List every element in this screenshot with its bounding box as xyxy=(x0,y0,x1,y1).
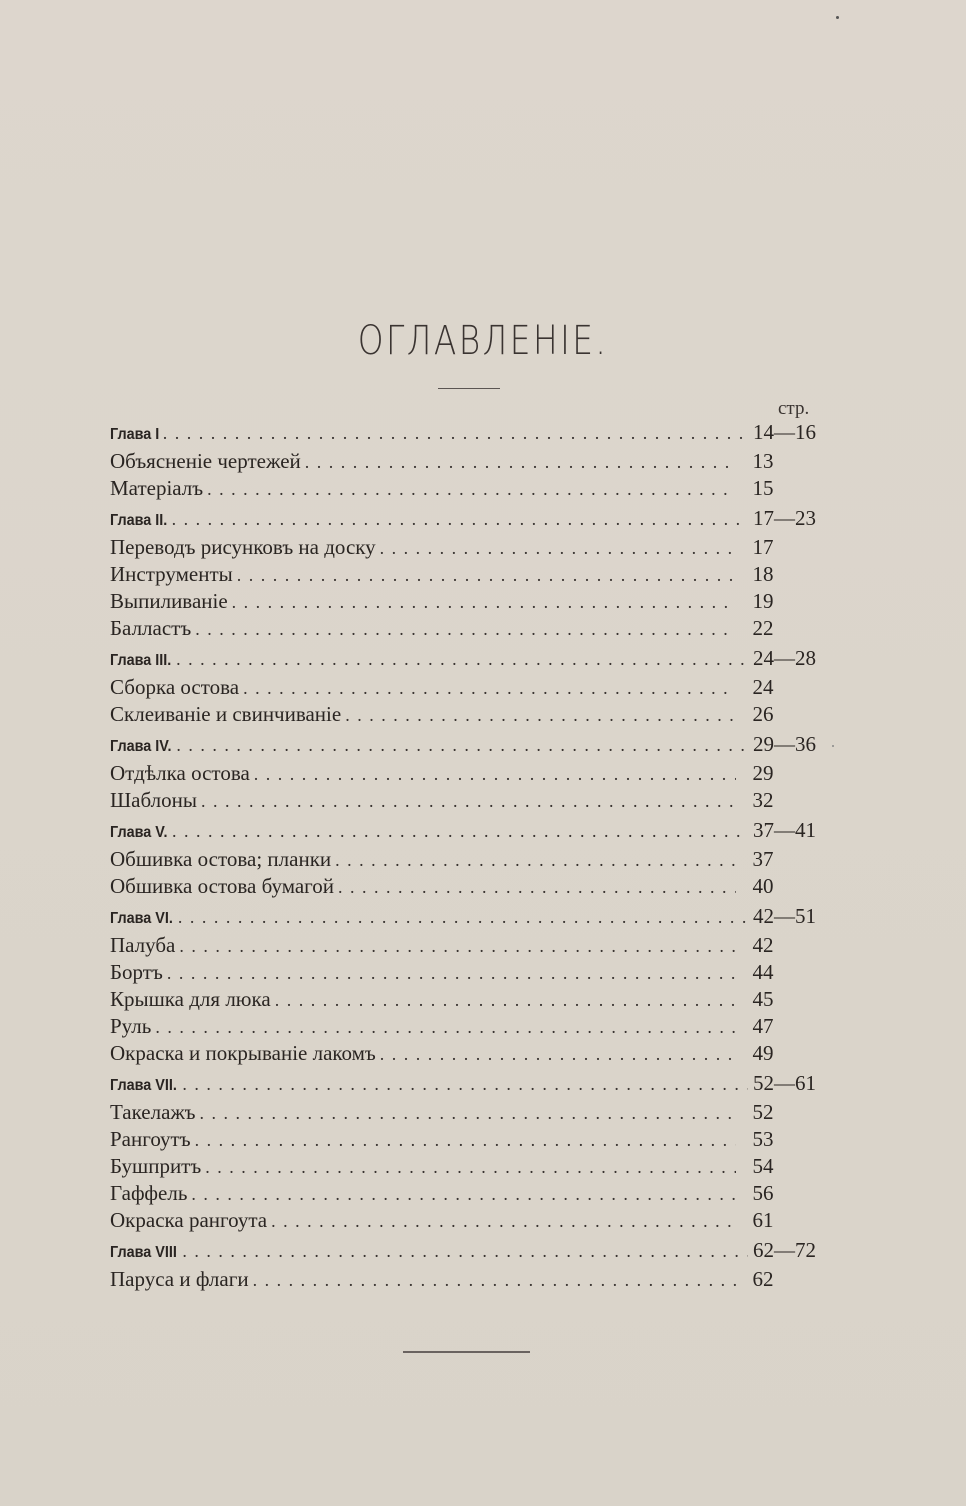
toc-page-range: 14—16 xyxy=(753,420,816,444)
toc-section-row[interactable] xyxy=(110,874,816,901)
toc-page-range: 52—61 xyxy=(753,1071,816,1095)
dot-leader xyxy=(195,1130,736,1151)
dot-leader xyxy=(155,1017,736,1038)
toc-entry-label: Глава V. xyxy=(110,824,168,841)
toc-section-row[interactable] xyxy=(110,1127,816,1154)
dot-leader xyxy=(237,565,736,586)
toc-entry-label: Обшивка остова; планки xyxy=(110,847,332,871)
toc-entry-label: Глава IV. xyxy=(110,738,172,755)
dot-leader xyxy=(205,1157,736,1178)
toc-page-number: 45 xyxy=(752,987,774,1011)
toc-entry-label: Балластъ xyxy=(110,616,192,640)
toc-section-row[interactable] xyxy=(110,1267,816,1294)
toc-entry-label: Крышка для люка xyxy=(110,987,271,1011)
toc-entry-label: Бортъ xyxy=(110,960,163,984)
toc-entry-label: Бушпритъ xyxy=(110,1154,202,1178)
toc-section-row[interactable] xyxy=(110,476,816,503)
toc-entry-label: Сборка остова xyxy=(110,675,240,699)
toc-section-row[interactable] xyxy=(110,1154,816,1181)
toc-chapter-row[interactable] xyxy=(110,1071,816,1100)
toc-entry-label: Руль xyxy=(110,1014,152,1038)
toc-chapter-row[interactable] xyxy=(110,818,816,847)
toc-page-range: 62—72 xyxy=(753,1238,816,1262)
dot-leader xyxy=(338,877,736,898)
toc-page-number: 62 xyxy=(752,1267,774,1291)
toc-section-row[interactable] xyxy=(110,987,816,1014)
title-divider xyxy=(438,388,500,389)
toc-page-number: 52 xyxy=(752,1100,774,1124)
toc-page-number: 26 xyxy=(752,702,774,726)
dot-leader xyxy=(207,479,736,500)
toc-section-row[interactable] xyxy=(110,761,816,788)
toc-entry-label: Паруса и флаги xyxy=(110,1267,249,1291)
toc-page-range: 17—23 xyxy=(753,506,816,530)
toc-page-number: 53 xyxy=(752,1127,774,1151)
toc-page-number: 54 xyxy=(752,1154,774,1178)
toc-entry-label: Окраска рангоута xyxy=(110,1208,268,1232)
toc-section-row[interactable] xyxy=(110,449,816,476)
dot-leader xyxy=(176,649,748,670)
dot-leader xyxy=(305,452,736,473)
toc-section-row[interactable] xyxy=(110,535,816,562)
dot-leader xyxy=(178,907,748,928)
toc-entry-label: Гаффель xyxy=(110,1181,188,1205)
toc-section-row[interactable] xyxy=(110,1208,816,1235)
toc-section-row[interactable] xyxy=(110,1181,816,1208)
page-title: ОГЛАВЛЕНІЕ. xyxy=(357,318,609,364)
toc-page-number: 17 xyxy=(752,535,774,559)
toc-section-row[interactable] xyxy=(110,589,816,616)
toc-page-number: 29 xyxy=(752,761,774,785)
dot-leader xyxy=(335,850,736,871)
toc-entry-label: Глава VII. xyxy=(110,1077,177,1094)
dot-leader xyxy=(201,791,736,812)
toc-entry-label: Глава II. xyxy=(110,512,168,529)
end-divider xyxy=(403,1351,530,1353)
toc-entry-label: Инструменты xyxy=(110,562,233,586)
toc-page-range: 24—28 xyxy=(753,646,816,670)
toc-entry-label: Палуба xyxy=(110,933,176,957)
toc-entry-label: Окраска и покрываніе лакомъ xyxy=(110,1041,376,1065)
toc-page-number: 18 xyxy=(752,562,774,586)
toc-page-number: 61 xyxy=(752,1208,774,1232)
table-of-contents xyxy=(110,420,816,1294)
toc-page-number: 37 xyxy=(752,847,774,871)
toc-page-number: 49 xyxy=(752,1041,774,1065)
toc-section-row[interactable] xyxy=(110,933,816,960)
toc-chapter-row[interactable] xyxy=(110,904,816,933)
toc-page-range: 37—41 xyxy=(753,818,816,842)
toc-page-number: 42 xyxy=(752,933,774,957)
toc-page-number: 47 xyxy=(752,1014,774,1038)
toc-entry-label: Глава I xyxy=(110,426,160,443)
toc-section-row[interactable] xyxy=(110,1100,816,1127)
dot-leader xyxy=(243,678,736,699)
dot-leader xyxy=(191,1184,736,1205)
toc-page-number: 24 xyxy=(752,675,774,699)
dot-leader xyxy=(172,509,748,530)
toc-page-number: 13 xyxy=(752,449,774,473)
toc-entry-label: Объясненіе чертежей xyxy=(110,449,301,473)
paper-speck xyxy=(832,745,834,747)
toc-page-range: 42—51 xyxy=(753,904,816,928)
dot-leader xyxy=(172,821,748,842)
toc-page-number: 15 xyxy=(752,476,774,500)
toc-page-number: 22 xyxy=(752,616,774,640)
toc-section-row[interactable] xyxy=(110,562,816,589)
toc-entry-label: Обшивка остова бумагой xyxy=(110,874,334,898)
toc-section-row[interactable] xyxy=(110,1041,816,1068)
toc-entry-label: Рангоутъ xyxy=(110,1127,191,1151)
toc-page-range: 29—36 xyxy=(753,732,816,756)
dot-leader xyxy=(200,1103,736,1124)
dot-leader xyxy=(271,1211,736,1232)
toc-page-number: 32 xyxy=(752,788,774,812)
dot-leader xyxy=(254,764,736,785)
toc-entry-label: Матеріалъ xyxy=(110,476,204,500)
toc-section-row[interactable] xyxy=(110,702,816,729)
dot-leader xyxy=(176,735,748,756)
toc-page-number: 44 xyxy=(752,960,774,984)
dot-leader xyxy=(182,1074,748,1095)
toc-entry-label: Глава VIII xyxy=(110,1244,177,1261)
toc-entry-label: Переводъ рисунковъ на доску xyxy=(110,535,376,559)
toc-chapter-row[interactable] xyxy=(110,420,816,449)
dot-leader xyxy=(380,538,736,559)
toc-entry-label: Выпиливаніе xyxy=(110,589,228,613)
toc-section-row[interactable] xyxy=(110,675,816,702)
toc-section-row[interactable] xyxy=(110,960,816,987)
toc-entry-label: Отдѣлка остова xyxy=(110,761,250,785)
dot-leader xyxy=(232,592,736,613)
toc-chapter-row[interactable] xyxy=(110,732,816,761)
toc-entry-label: Такелажъ xyxy=(110,1100,196,1124)
toc-section-row[interactable] xyxy=(110,1014,816,1041)
dot-leader xyxy=(253,1270,736,1291)
dot-leader xyxy=(195,619,736,640)
toc-entry-label: Глава VI. xyxy=(110,910,173,927)
dot-leader xyxy=(275,990,736,1011)
toc-entry-label: Глава III. xyxy=(110,652,172,669)
toc-section-row[interactable] xyxy=(110,847,816,874)
toc-section-row[interactable] xyxy=(110,788,816,815)
dot-leader xyxy=(167,963,736,984)
paper-speck xyxy=(836,16,839,19)
toc-page-number: 19 xyxy=(752,589,774,613)
toc-chapter-row[interactable] xyxy=(110,646,816,675)
toc-chapter-row[interactable] xyxy=(110,506,816,535)
toc-page-number: 40 xyxy=(752,874,774,898)
toc-entry-label: Шаблоны xyxy=(110,788,197,812)
dot-leader xyxy=(380,1044,736,1065)
dot-leader xyxy=(179,936,736,957)
toc-section-row[interactable] xyxy=(110,616,816,643)
dot-leader xyxy=(345,705,736,726)
toc-page-number: 56 xyxy=(752,1181,774,1205)
toc-entry-label: Склеиваніе и свинчиваніе xyxy=(110,702,342,726)
dot-leader xyxy=(163,423,748,444)
dot-leader xyxy=(182,1241,748,1262)
toc-chapter-row[interactable] xyxy=(110,1238,816,1267)
page-column-header: стр. xyxy=(778,398,810,419)
